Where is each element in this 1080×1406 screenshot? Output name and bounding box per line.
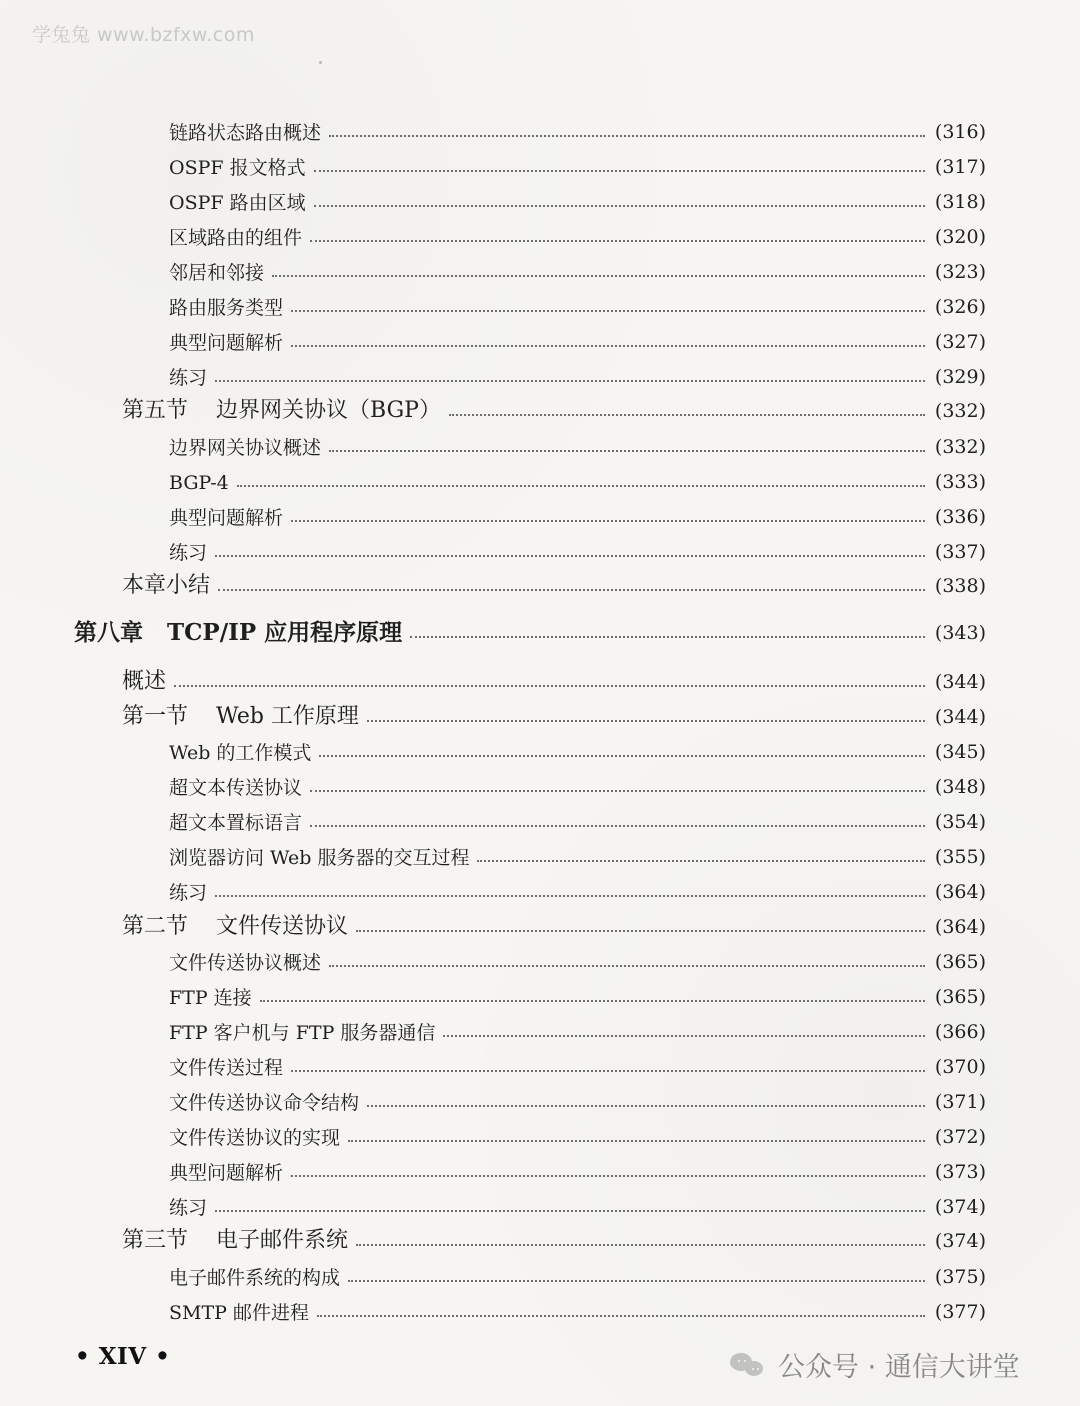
toc-entry-page: (317)	[934, 156, 986, 178]
section-number: 第一节	[122, 704, 189, 729]
section-name: Web 工作原理	[216, 704, 359, 729]
toc-entry-page: (354)	[934, 811, 986, 833]
toc-entry-title: 典型问题解析	[169, 1162, 284, 1184]
toc-entry	[169, 358, 986, 388]
toc-chapter-entry	[74, 614, 986, 644]
chapter-number: 第八章	[74, 619, 143, 646]
toc-entry-page: (372)	[934, 1126, 986, 1148]
section-number: 第二节	[122, 914, 189, 939]
toc-section-entry	[122, 908, 986, 938]
toc-entry-title: 浏览器访问 Web 服务器的交互过程	[169, 847, 470, 869]
toc-entry-title: BGP-4	[169, 472, 229, 494]
toc-entry-title: 练习	[169, 542, 208, 564]
toc-entry-page: (365)	[934, 951, 986, 973]
toc-entry-title: 文件传送协议的实现	[169, 1127, 341, 1149]
toc-section-title	[122, 706, 359, 728]
toc-entry-page: (365)	[934, 986, 986, 1008]
toc-entry-title: 邻居和邻接	[169, 262, 265, 284]
toc-leader-dots	[260, 1000, 925, 1002]
toc-leader-dots	[356, 1244, 925, 1246]
toc-entry	[169, 1293, 986, 1323]
toc-summary-title: 本章小结	[122, 573, 211, 598]
toc-entry-page: (366)	[934, 1021, 986, 1043]
toc-entry-page: (316)	[934, 121, 986, 143]
toc-entry-page: (374)	[934, 1196, 986, 1218]
toc-section-title	[122, 400, 441, 422]
toc-entry	[169, 323, 986, 353]
toc-entry-page: (333)	[934, 471, 986, 493]
toc-entry-title: 文件传送过程	[169, 1057, 284, 1079]
toc-entry	[169, 1188, 986, 1218]
toc-entry-title: 电子邮件系统的构成	[169, 1267, 341, 1289]
toc-entry	[169, 1048, 986, 1078]
toc-entry-title: 练习	[169, 367, 208, 389]
toc-leader-dots	[314, 205, 925, 207]
toc-leader-dots	[215, 1210, 925, 1212]
toc-entry	[169, 1118, 986, 1148]
toc-entry-page: (343)	[934, 622, 986, 644]
toc-entry-title: 链路状态路由概述	[169, 122, 322, 144]
toc-leader-dots	[348, 1280, 925, 1282]
toc-entry	[169, 218, 986, 248]
toc-section-title	[122, 1230, 348, 1252]
toc-summary-entry	[122, 567, 986, 597]
toc-entry-page: (329)	[934, 366, 986, 388]
toc-entry-title: 文件传送协议概述	[169, 952, 322, 974]
toc-entry-page: (336)	[934, 506, 986, 528]
toc-entry-page: (337)	[934, 541, 986, 563]
toc-leader-dots	[291, 1175, 925, 1177]
toc-leader-dots	[237, 485, 925, 487]
toc-entry-page: (375)	[934, 1266, 986, 1288]
toc-leader-dots	[310, 240, 925, 242]
toc-entry-title: 路由服务类型	[169, 297, 284, 319]
toc-entry-page: (320)	[934, 226, 986, 248]
toc-entry-title: 典型问题解析	[169, 507, 284, 529]
toc-entry	[169, 1258, 986, 1288]
toc-entry-title: 文件传送协议命令结构	[169, 1092, 360, 1114]
toc-section-entry	[122, 1222, 986, 1252]
toc-entry-page: (326)	[934, 296, 986, 318]
toc-entry-title: 练习	[169, 1197, 208, 1219]
toc-entry-page: (355)	[934, 846, 986, 868]
toc-leader-dots	[291, 310, 925, 312]
toc-entry-page: (344)	[934, 671, 986, 693]
toc-entry-page: (370)	[934, 1056, 986, 1078]
toc-entry	[169, 463, 986, 493]
toc-leader-dots	[329, 135, 925, 137]
toc-section-title	[122, 916, 348, 938]
toc-entry	[169, 733, 986, 763]
toc-entry-title: 练习	[169, 882, 208, 904]
toc-leader-dots	[291, 345, 925, 347]
toc-entry-title: OSPF 路由区域	[169, 192, 306, 214]
toc-leader-dots	[291, 520, 925, 522]
chapter-name: TCP/IP 应用程序原理	[167, 619, 403, 646]
toc-leader-dots	[215, 895, 925, 897]
toc-leader-dots	[367, 720, 925, 722]
toc-leader-dots	[310, 825, 925, 827]
toc-entry	[169, 533, 986, 563]
toc-leader-dots	[477, 860, 924, 862]
toc-entry-title: 超文本传送协议	[169, 777, 303, 799]
toc-entry	[169, 768, 986, 798]
toc-leader-dots	[314, 170, 925, 172]
toc-leader-dots	[218, 589, 925, 591]
toc-entry-page: (364)	[934, 916, 986, 938]
toc-entry	[169, 148, 986, 178]
toc-leader-dots	[443, 1035, 925, 1037]
page-number-marker: • XIV •	[75, 1343, 171, 1370]
toc-entry	[169, 1153, 986, 1183]
toc-entry-page: (348)	[934, 776, 986, 798]
toc-entry-page: (327)	[934, 331, 986, 353]
toc-entry	[169, 1083, 986, 1113]
toc-entry-title: 超文本置标语言	[169, 812, 303, 834]
toc-overview-entry	[122, 663, 986, 693]
top-watermark: 学兔兔 www.bzfxw.com	[32, 24, 255, 46]
toc-entry	[169, 803, 986, 833]
toc-leader-dots	[367, 1105, 925, 1107]
toc-entry-page: (332)	[934, 400, 986, 422]
wechat-icon	[730, 1350, 768, 1380]
toc-leader-dots	[317, 1315, 925, 1317]
toc-entry	[169, 943, 986, 973]
toc-leader-dots	[410, 636, 925, 638]
toc-entry-title: FTP 连接	[169, 987, 252, 1009]
toc-entry	[169, 288, 986, 318]
toc-entry	[169, 183, 986, 213]
toc-entry-title: 典型问题解析	[169, 332, 284, 354]
toc-entry-title: 区域路由的组件	[169, 227, 303, 249]
toc-section-entry	[122, 698, 986, 728]
toc-entry-title: 边界网关协议概述	[169, 437, 322, 459]
toc-leader-dots	[174, 685, 925, 687]
toc-entry-page: (377)	[934, 1301, 986, 1323]
toc-chapter-title	[74, 621, 402, 644]
toc-leader-dots	[272, 275, 925, 277]
toc-entry-title: OSPF 报文格式	[169, 157, 306, 179]
toc-entry	[169, 498, 986, 528]
toc-entry	[169, 428, 986, 458]
toc-entry	[169, 873, 986, 903]
toc-entry-page: (374)	[934, 1230, 986, 1252]
toc-leader-dots	[319, 755, 924, 757]
toc-leader-dots	[329, 965, 925, 967]
toc-entry-title: FTP 客户机与 FTP 服务器通信	[169, 1022, 436, 1044]
toc-leader-dots	[449, 414, 925, 416]
toc-entry-page: (373)	[934, 1161, 986, 1183]
toc-entry-page: (338)	[934, 575, 986, 597]
toc-entry-page: (318)	[934, 191, 986, 213]
toc-entry-page: (344)	[934, 706, 986, 728]
toc-entry-title: Web 的工作模式	[169, 742, 312, 764]
toc-leader-dots	[356, 930, 925, 932]
toc-entry-page: (332)	[934, 436, 986, 458]
toc-entry-page: (364)	[934, 881, 986, 903]
toc-entry-page: (323)	[934, 261, 986, 283]
section-name: 电子邮件系统	[216, 1228, 349, 1253]
toc-overview-title: 概述	[122, 669, 167, 694]
toc-entry	[169, 253, 986, 283]
toc-section-entry	[122, 392, 986, 422]
toc-leader-dots	[310, 790, 925, 792]
section-number: 第五节	[122, 398, 189, 423]
toc-entry	[169, 1013, 986, 1043]
toc-entry	[169, 978, 986, 1008]
toc-leader-dots	[291, 1070, 925, 1072]
toc-leader-dots	[329, 450, 925, 452]
section-name: 文件传送协议	[216, 914, 349, 939]
toc-leader-dots	[215, 380, 925, 382]
wechat-label: 公众号 · 通信大讲堂	[778, 1352, 1020, 1383]
toc-entry-page: (371)	[934, 1091, 986, 1113]
toc-entry	[169, 113, 986, 143]
toc-entry-page: (345)	[934, 741, 986, 763]
toc-entry	[169, 838, 986, 868]
toc-leader-dots	[215, 555, 925, 557]
toc-entry-title: SMTP 邮件进程	[169, 1302, 309, 1324]
wechat-watermark	[730, 1345, 1020, 1384]
section-name: 边界网关协议（BGP）	[216, 398, 441, 423]
toc-leader-dots	[348, 1140, 925, 1142]
section-number: 第三节	[122, 1228, 189, 1253]
